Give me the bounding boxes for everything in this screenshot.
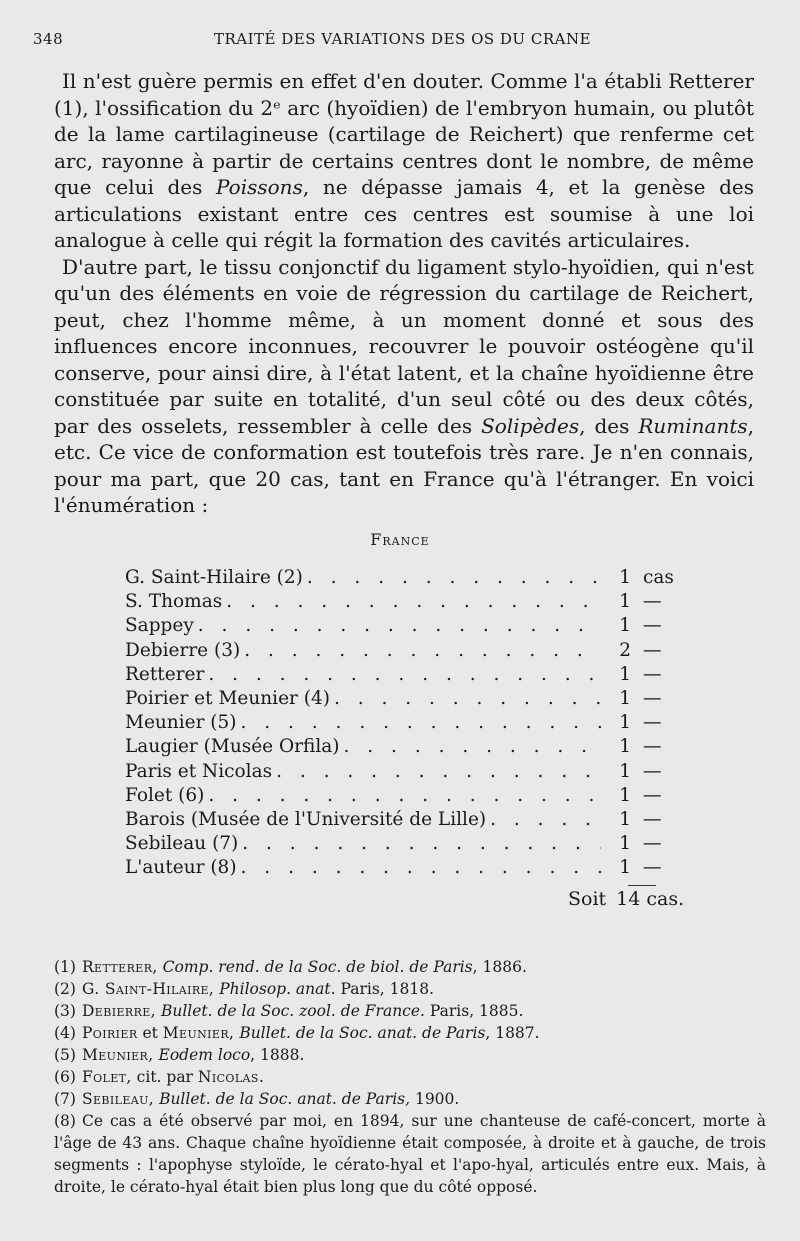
footnote-mark: (7) bbox=[54, 1090, 76, 1108]
footnote-author: Meunier, bbox=[81, 1046, 154, 1064]
list-item-count: 1 bbox=[619, 760, 631, 782]
leader-dots bbox=[204, 784, 601, 808]
total-line bbox=[568, 888, 684, 910]
footnote-mark: (8) bbox=[54, 1112, 76, 1130]
list-item-unit: — bbox=[643, 784, 662, 806]
total-value: 14 cas. bbox=[616, 888, 685, 910]
list-item-name: Poirier et Meunier (4) bbox=[125, 687, 330, 709]
list-item-name: Sappey bbox=[125, 615, 194, 637]
footnote: (5) Meunier, Eodem loco, 1888. bbox=[54, 1046, 305, 1064]
leader-dots bbox=[237, 711, 601, 735]
list-item bbox=[125, 784, 685, 808]
footnote bbox=[54, 1110, 766, 1198]
list-item-unit: — bbox=[643, 687, 662, 709]
leader-dots bbox=[204, 663, 601, 687]
list-item-count: 1 bbox=[619, 615, 631, 637]
list-item-name: Sebileau (7) bbox=[125, 833, 239, 855]
list-item bbox=[125, 614, 685, 638]
italic-term: Poissons bbox=[216, 175, 303, 199]
list-item-count: 1 bbox=[619, 687, 631, 709]
case-list bbox=[125, 566, 685, 880]
total-rule bbox=[628, 885, 656, 886]
footnote: (3) Debierre, Bullet. de la Soc. zool. de France. Paris, 1885. bbox=[54, 1002, 524, 1020]
list-item-name: Debierre (3) bbox=[125, 639, 241, 661]
list-item bbox=[125, 735, 685, 759]
footnote-author: Meunier, bbox=[162, 1024, 235, 1042]
list-item bbox=[125, 663, 685, 687]
body-text bbox=[54, 68, 754, 519]
footnote: (1) Retterer, Comp. rend. de la Soc. de biol. de Paris, 1886. bbox=[54, 958, 527, 976]
list-item-name: G. Saint-Hilaire (2) bbox=[125, 567, 303, 588]
footnotes bbox=[54, 956, 766, 1198]
list-item-count: 1 bbox=[619, 808, 631, 830]
list-item-unit: — bbox=[643, 857, 662, 879]
section-title: France bbox=[370, 530, 430, 549]
running-title: TRAITÉ DES VARIATIONS DES OS DU CRANE bbox=[213, 30, 592, 48]
leader-dots bbox=[194, 614, 601, 638]
list-item-name: Paris et Nicolas bbox=[125, 760, 273, 782]
italic-term: Ruminants bbox=[638, 413, 748, 438]
list-item-name: Folet (6) bbox=[125, 784, 205, 806]
footnote-mark: (2) bbox=[54, 980, 76, 998]
list-item-count: 2 bbox=[619, 639, 631, 661]
list-item-name: Laugier (Musée Orfila) bbox=[125, 736, 340, 758]
footnote-author: G. Saint-Hilaire, bbox=[81, 980, 215, 998]
leader-dots bbox=[240, 639, 601, 663]
footnote-text: Ce cas a été observé par moi, en 1894, sur une chanteuse de café-concert, morte à l'âge de 43 ans. Chaque chaîne hyoïdienne était composée, à droite et à gauche, de trois segments : l'apophyse styloïde, le cérato-hyal et l'apo-hyal, articulés entre eux. Mais, à droite, le cérato-hyal était bien plus long que du côté opposé. bbox=[54, 1112, 766, 1196]
leader-dots bbox=[303, 566, 601, 590]
list-item-count: 1 bbox=[619, 663, 631, 685]
footnote-author: Sebileau, bbox=[81, 1090, 155, 1108]
list-item-name: Meunier (5) bbox=[125, 712, 237, 734]
leader-dots bbox=[340, 735, 601, 759]
footnote-mark: (5) bbox=[54, 1046, 76, 1064]
list-item bbox=[125, 856, 685, 880]
list-item-count: 1 bbox=[619, 784, 631, 806]
footnote: (7) Sebileau, Bullet. de la Soc. anat. de Paris, 1900. bbox=[54, 1090, 460, 1108]
list-item-count: 1 bbox=[619, 712, 631, 734]
list-item bbox=[125, 711, 685, 735]
footnote-mark: (4) bbox=[54, 1024, 76, 1042]
list-item bbox=[125, 590, 685, 614]
list-item bbox=[125, 639, 685, 663]
footnote-source: Bullet. de la Soc. anat. de Paris, bbox=[159, 1090, 411, 1108]
list-item bbox=[125, 760, 685, 784]
footnote-source: Comp. rend. de la Soc. de biol. de Paris bbox=[162, 958, 473, 976]
footnote-author: Poirier bbox=[81, 1024, 138, 1042]
footnote-source: Philosop. anat. bbox=[219, 980, 336, 998]
footnote: (4) Poirier et Meunier, Bullet. de la Soc. anat. de Paris, 1887. bbox=[54, 1024, 540, 1042]
list-item-unit: — bbox=[643, 712, 662, 734]
leader-dots bbox=[272, 760, 601, 784]
list-item bbox=[125, 687, 685, 711]
list-item-unit: — bbox=[643, 808, 662, 830]
footnote-mark: (3) bbox=[54, 1002, 76, 1020]
leader-dots bbox=[237, 856, 601, 880]
paragraph-2: D'autre part, le tissu conjonctif du ligament stylo-hyoïdien, qui n'est qu'un des éléments en voie de régression du cartilage de Reichert, peut, chez l'homme même, à un moment donné et sous des influences encore inconnues, recouvrer le pouvoir ostéogène qu'il conserve, pour ainsi dire, à l'état latent, et la chaîne hyoïdienne être constituée par suite en totalité, d'un seul côté ou des deux côtés, par des osselets, ressembler à celle des Solipèdes, des Ruminants, etc. Ce vice de conformation est toutefois très rare. Je n'en connais, pour ma part, que 20 cas, tant en France qu'à l'étranger. En voici l'énumération : bbox=[54, 254, 754, 517]
leader-dots bbox=[330, 687, 601, 711]
footnote-source: Bullet. de la Soc. zool. de France. bbox=[160, 1002, 425, 1020]
list-item-count: 1 bbox=[619, 857, 631, 879]
list-item bbox=[125, 808, 685, 832]
italic-term: Solipèdes bbox=[481, 413, 580, 438]
list-item-count: 1 bbox=[619, 833, 631, 855]
leader-dots bbox=[486, 808, 601, 832]
footnote-author: Debierre, bbox=[81, 1002, 157, 1020]
list-item-unit: — bbox=[643, 736, 662, 758]
leader-dots bbox=[238, 832, 601, 856]
footnote-mark: (6) bbox=[54, 1068, 76, 1086]
list-item-unit: — bbox=[643, 591, 662, 613]
footnote-source: Bullet. de la Soc. anat. de Paris bbox=[239, 1024, 486, 1042]
list-item-unit: — bbox=[643, 760, 662, 782]
list-item-count: 1 bbox=[619, 567, 631, 588]
list-item-name: Barois (Musée de l'Université de Lille) bbox=[125, 808, 487, 830]
list-item-unit: — bbox=[643, 663, 662, 685]
list-item-name: Retterer bbox=[125, 663, 205, 685]
footnote-mark: (1) bbox=[54, 958, 76, 976]
list-item bbox=[125, 566, 685, 590]
footnote-source: Eodem loco bbox=[158, 1046, 251, 1064]
footnote-author: Folet, bbox=[81, 1068, 132, 1086]
footnote: (2) G. Saint-Hilaire, Philosop. anat. Paris, 1818. bbox=[54, 980, 434, 998]
total-label: Soit bbox=[568, 888, 607, 910]
list-item-unit: — bbox=[643, 615, 662, 637]
footnote-author: Nicolas. bbox=[197, 1068, 265, 1086]
list-item-count: 1 bbox=[619, 591, 631, 613]
footnote: (6) Folet, cit. par Nicolas. bbox=[54, 1068, 265, 1086]
page-number: 348 bbox=[33, 30, 64, 48]
list-item-name: L'auteur (8) bbox=[125, 857, 237, 879]
list-item-unit: cas bbox=[643, 567, 674, 588]
list-item bbox=[125, 832, 685, 856]
list-item-count: 1 bbox=[619, 736, 631, 758]
list-item-unit: — bbox=[643, 639, 662, 661]
list-item-unit: — bbox=[643, 833, 662, 855]
list-item-name: S. Thomas bbox=[125, 591, 223, 613]
footnote-author: Retterer, bbox=[81, 958, 158, 976]
paragraph-1: Il n'est guère permis en effet d'en douter. Comme l'a établi Retterer (1), l'ossification du 2ᵉ arc (hyoïdien) de l'embryon humain, ou plutôt de la lame cartilagineuse (cartilage de Reichert) que renferme cet arc, rayonne à partir de certains centres dont le nombre, de même que celui des Poissons, ne dépasse jamais 4, et la genèse des articulations existant entre ces centres est soumise à une loi analogue à celle qui régit la formation des cavités articulaires. bbox=[54, 69, 754, 252]
leader-dots bbox=[222, 590, 601, 614]
